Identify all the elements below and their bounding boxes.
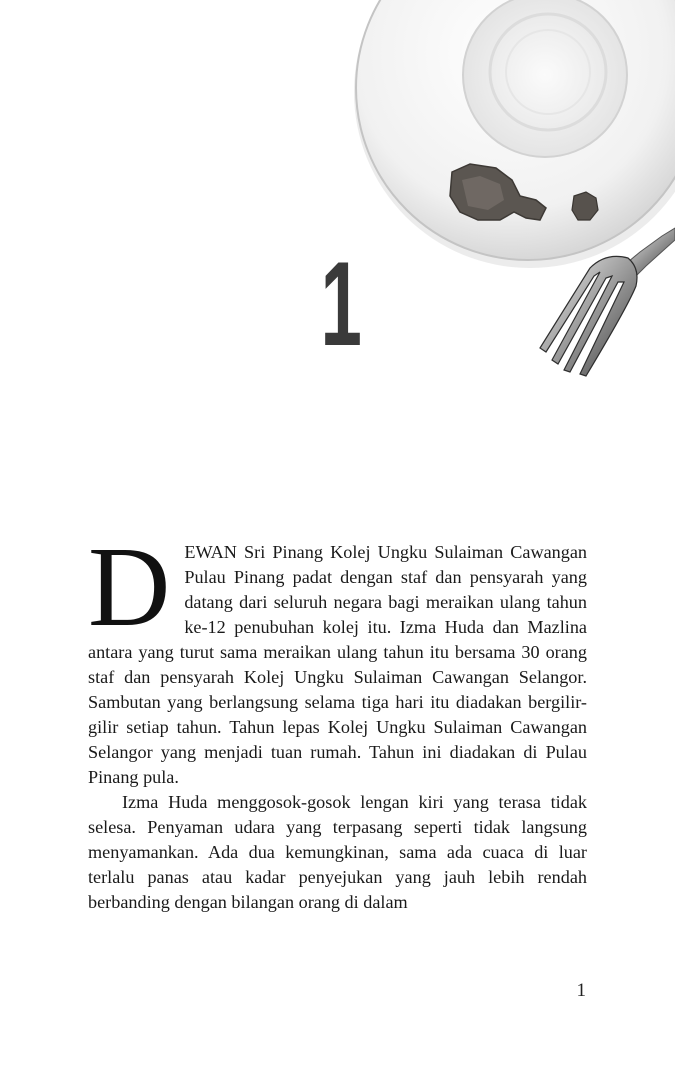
plate-icon: [354, 0, 675, 268]
paragraph-2: Izma Huda menggosok-gosok lengan kiri yang terasa tidak selesa. Penyaman udara yang terpasang seperti tidak langsung menyamankan. Ada dua kemungkinan, sama ada cuaca di luar terlalu panas atau kadar penyejukan yang jauh lebih rendah berbanding dengan bilangan orang di dalam: [88, 792, 587, 912]
page-number: 1: [576, 980, 586, 1001]
chapter-number: 1: [320, 237, 360, 371]
paragraph-1-text: EWAN Sri Pinang Kolej Ungku Sulaiman Cawangan Pulau Pinang padat dengan staf dan pensyarah yang datang dari seluruh negara bagi meraikan ulang tahun ke-12 penubuhan kolej itu. Izma Huda dan Mazlina antara yang turut sama meraikan ulang tahun itu bersama 30 orang staf dan pensyarah Kolej Ungku Sulaiman Cawangan Selangor. Sambutan yang berlangsung selama tiga hari itu diadakan bergilir-gilir setiap tahun. Tahun lepas Kolej Ungku Sulaiman Cawangan Selangor yang menjadi tuan rumah. Tahun ini diadakan di Pulau Pinang pula.: [88, 542, 587, 787]
drop-cap: D: [88, 523, 171, 650]
paragraph-1: [88, 523, 587, 790]
chapter-body-text: [88, 523, 587, 915]
